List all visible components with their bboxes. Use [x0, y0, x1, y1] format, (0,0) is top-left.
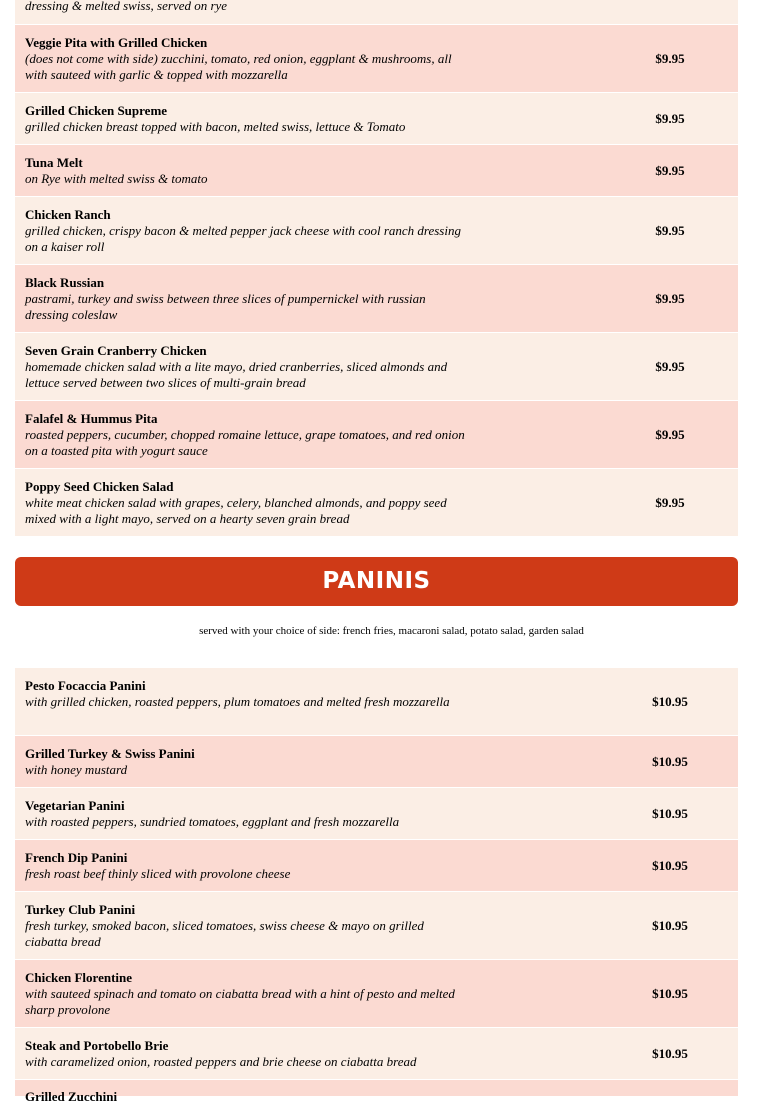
item-name: Chicken Florentine	[25, 970, 133, 985]
item-description: on Rye with melted swiss & tomato	[25, 171, 208, 186]
menu-item	[15, 401, 738, 468]
item-name: Turkey Club Panini	[25, 902, 136, 917]
item-description: with grilled chicken, roasted peppers, plum tomatoes and melted fresh mozzarella	[25, 694, 450, 709]
item-name: Poppy Seed Chicken Salad	[25, 479, 174, 494]
item-price: $10.95	[652, 986, 688, 1001]
item-price: $10.95	[652, 858, 688, 873]
item-name: Seven Grain Cranberry Chicken	[25, 343, 207, 358]
item-price: $10.95	[652, 918, 688, 933]
item-price: $9.95	[655, 223, 685, 238]
item-price: $10.95	[652, 1046, 688, 1061]
menu-item	[15, 469, 738, 536]
item-price: $9.95	[655, 495, 685, 510]
item-description: (does not come with side) zucchini, tomato, red onion, eggplant & mushrooms, all with sauteed with garlic & topped with mozzarella	[25, 51, 452, 82]
item-name: Grilled Turkey & Swiss Panini	[25, 746, 195, 761]
menu-item-partial	[15, 1080, 738, 1104]
item-price: $10.95	[652, 694, 688, 709]
item-price: $9.95	[655, 291, 685, 306]
item-name: Black Russian	[25, 275, 105, 290]
item-price: $10.95	[652, 806, 688, 821]
item-description: homemade chicken salad with a lite mayo, dried cranberries, sliced almonds and lettuce served between two slices of multi-grain bread	[25, 359, 448, 390]
item-name: Grilled Chicken Supreme	[25, 103, 168, 118]
item-description: pastrami, turkey and swiss between three slices of pumpernickel with russian dressing coleslaw	[25, 291, 426, 322]
item-name: Pesto Focaccia Panini	[25, 678, 146, 693]
item-price: $9.95	[655, 163, 685, 178]
item-name: Steak and Portobello Brie	[25, 1038, 169, 1053]
section-note: served with your choice of side: french fries, macaroni salad, potato salad, garden salad	[199, 625, 584, 637]
menu-item-partial	[15, 0, 738, 24]
item-description: with honey mustard	[25, 762, 128, 777]
item-description: grilled chicken breast topped with bacon, melted swiss, lettuce & Tomato	[25, 119, 406, 134]
item-description: dressing & melted swiss, served on rye	[25, 0, 228, 13]
item-name: French Dip Panini	[25, 850, 128, 865]
menu-item	[15, 892, 738, 959]
item-name: Grilled Zucchini	[25, 1089, 118, 1104]
item-description: with roasted peppers, sundried tomatoes, eggplant and fresh mozzarella	[25, 814, 400, 829]
menu-item	[15, 197, 738, 264]
item-description: fresh roast beef thinly sliced with provolone cheese	[25, 866, 291, 881]
item-description: grilled chicken, crispy bacon & melted pepper jack cheese with cool ranch dressing on a kaiser roll	[25, 223, 461, 254]
item-description: with caramelized onion, roasted peppers and brie cheese on ciabatta bread	[25, 1054, 417, 1069]
menu-item	[15, 668, 738, 735]
item-name: Veggie Pita with Grilled Chicken	[25, 35, 208, 50]
section-banner-paninis: PANINIS	[15, 557, 738, 606]
menu-item	[15, 145, 738, 196]
menu-item	[15, 840, 738, 891]
menu-item	[15, 265, 738, 332]
item-description: fresh turkey, smoked bacon, sliced tomatoes, swiss cheese & mayo on grilled ciabatta bread	[25, 918, 424, 949]
item-description: with sauteed spinach and tomato on ciabatta bread with a hint of pesto and melted sharp provolone	[25, 986, 455, 1017]
item-price: $9.95	[655, 359, 685, 374]
menu-item	[15, 1028, 738, 1079]
menu-item	[15, 960, 738, 1027]
item-name: Chicken Ranch	[25, 207, 111, 222]
menu-item	[15, 788, 738, 839]
menu-item	[15, 25, 738, 92]
item-description: white meat chicken salad with grapes, celery, blanched almonds, and poppy seed mixed with a light mayo, served on a hearty seven grain bread	[25, 495, 447, 526]
menu-item	[15, 333, 738, 400]
item-price: $9.95	[655, 111, 685, 126]
item-price: $10.95	[652, 754, 688, 769]
item-price: $9.95	[655, 51, 685, 66]
item-name: Tuna Melt	[25, 155, 83, 170]
item-description: roasted peppers, cucumber, chopped romaine lettuce, grape tomatoes, and red onion on a toasted pita with yogurt sauce	[25, 427, 465, 458]
item-price: $9.95	[655, 427, 685, 442]
item-name: Vegetarian Panini	[25, 798, 125, 813]
item-name: Falafel & Hummus Pita	[25, 411, 158, 426]
menu-item	[15, 736, 738, 787]
menu-item	[15, 93, 738, 144]
